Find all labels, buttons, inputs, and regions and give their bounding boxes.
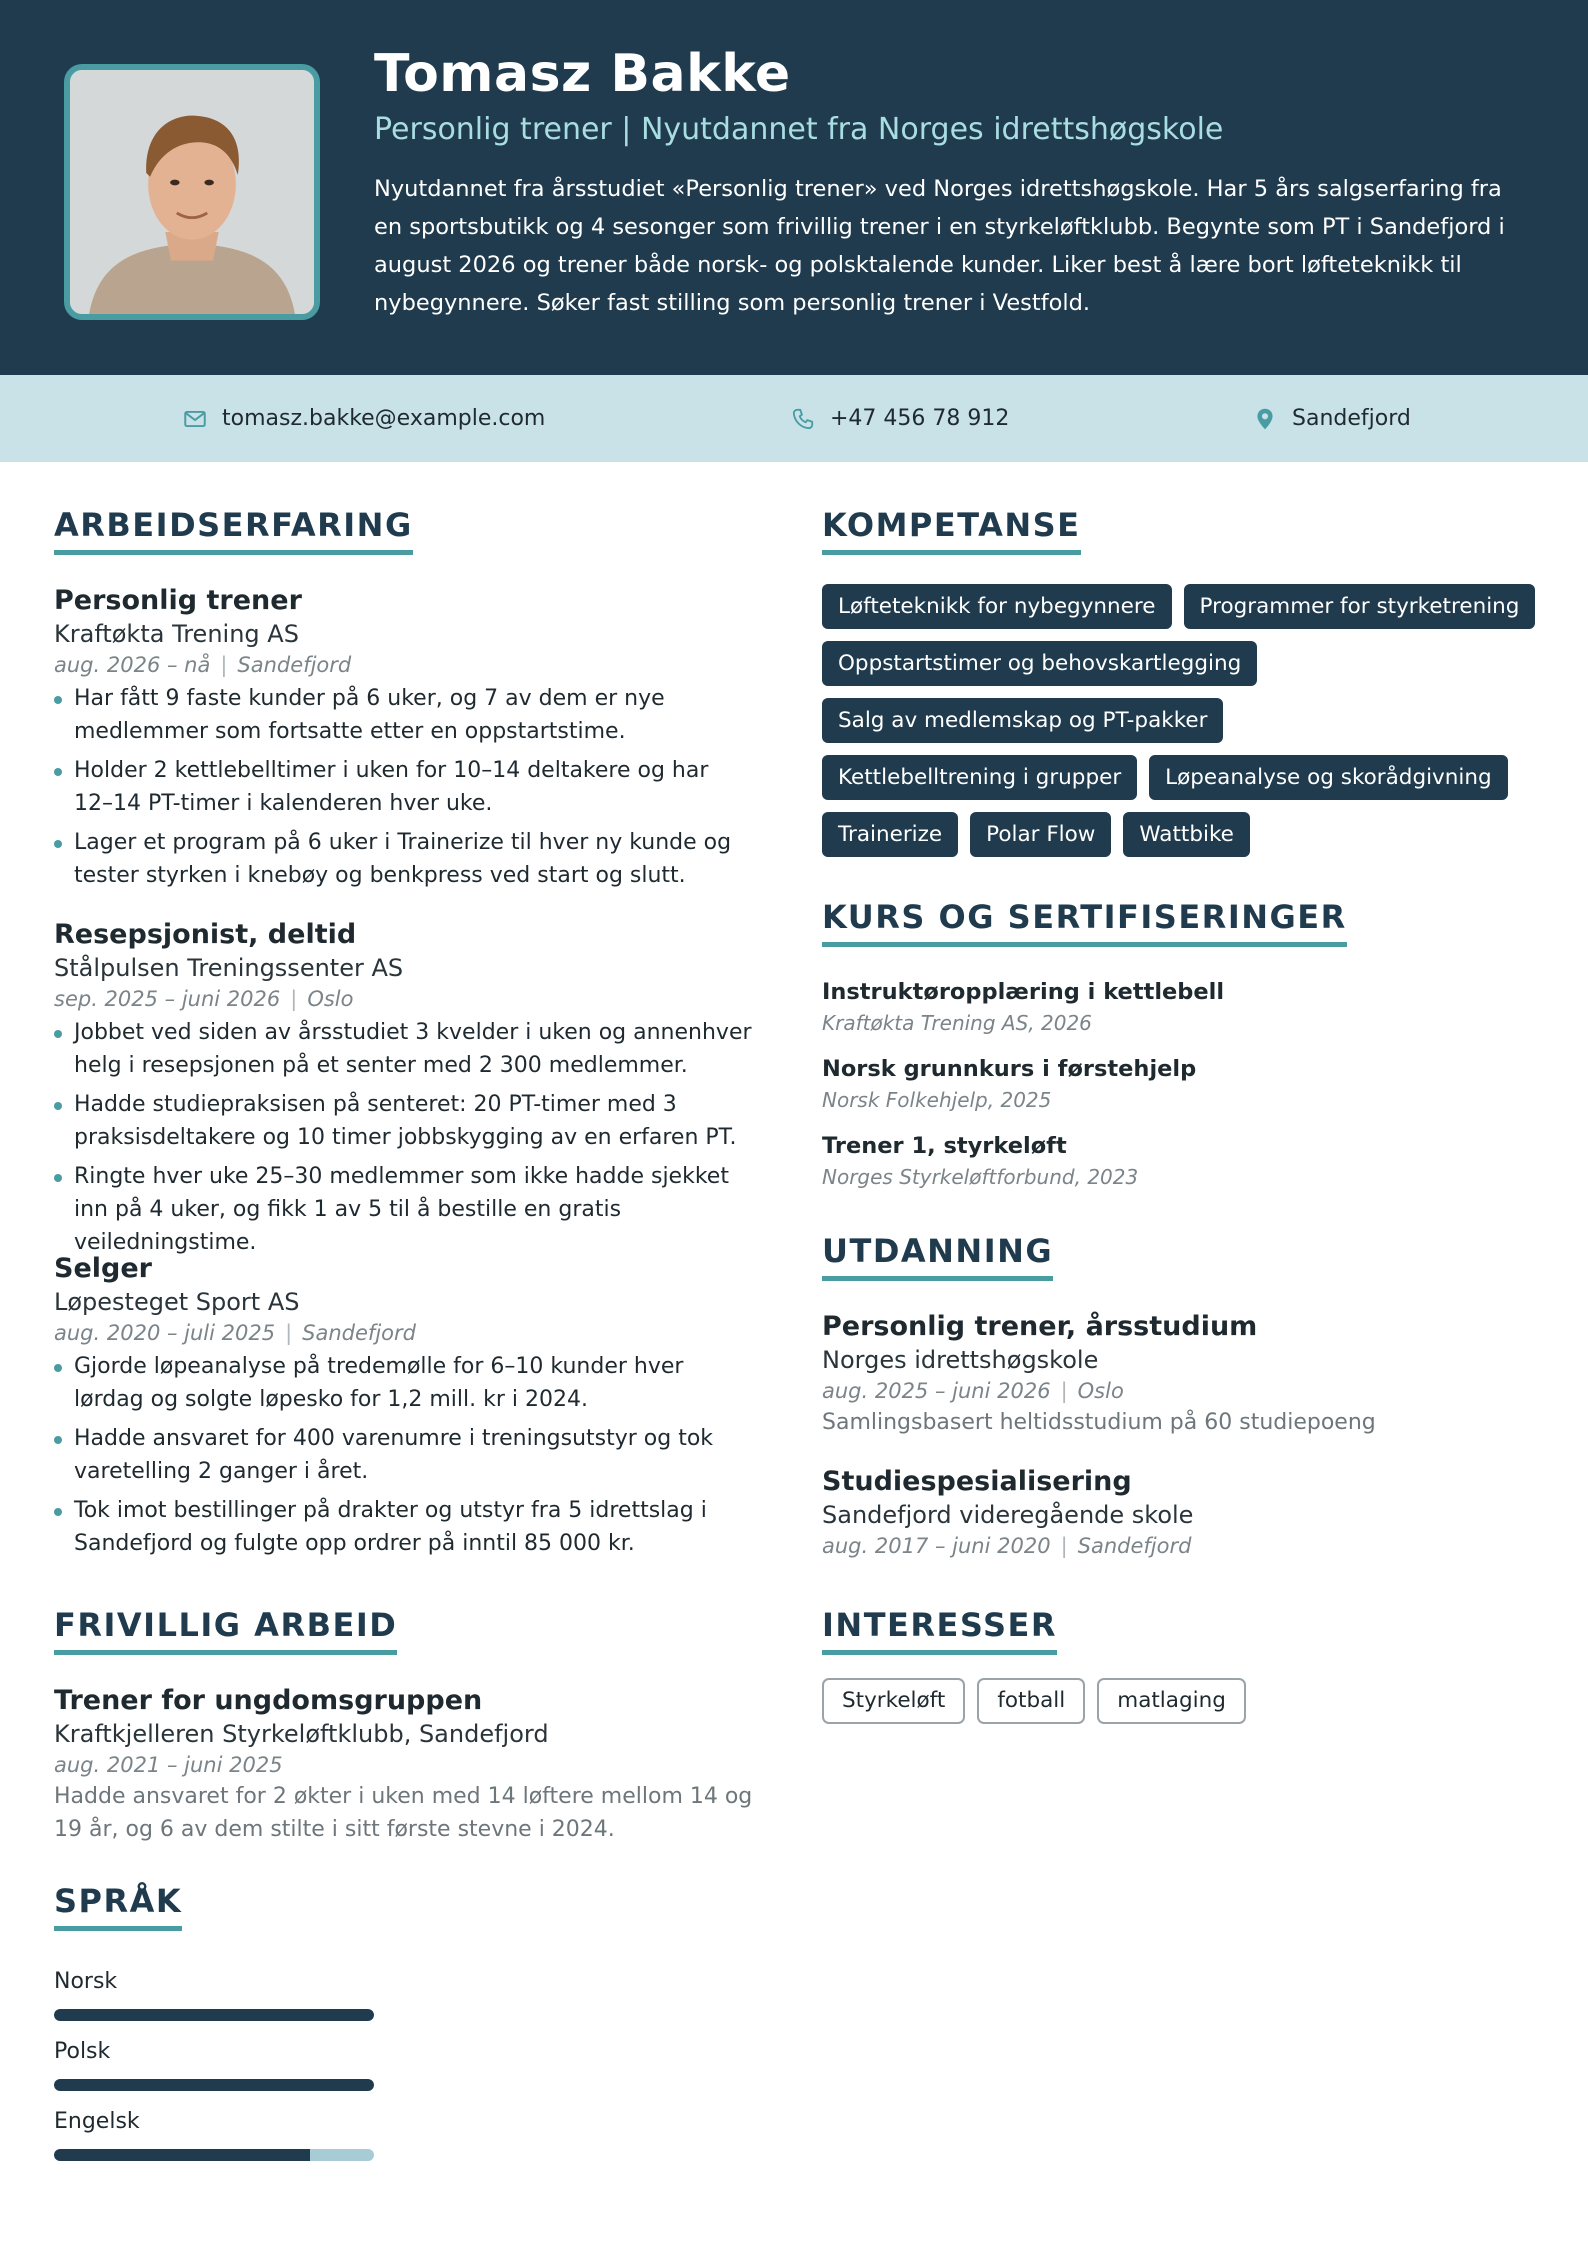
- skill-tag: Løpeanalyse og skorådgivning: [1149, 755, 1508, 800]
- skill-tag: Oppstartstimer og behovskartlegging: [822, 641, 1257, 686]
- cert-item: [822, 1053, 1542, 1115]
- skill-tag: Trainerize: [822, 812, 958, 857]
- job-meta: [54, 650, 754, 680]
- section-title-certs: KURS OG SERTIFISERINGER: [822, 898, 1347, 947]
- section-volunteer: [54, 1606, 397, 1655]
- education-location: Sandefjord: [1077, 1534, 1192, 1558]
- skill-tag: Salg av medlemskap og PT-pakker: [822, 698, 1223, 743]
- meta-separator: |: [1060, 1534, 1068, 1558]
- section-languages: [54, 1882, 182, 1931]
- language-level-bar: [54, 2009, 374, 2021]
- candidate-name: Tomasz Bakke: [374, 44, 791, 104]
- volunteer-period: aug. 2021 – juni 2025: [54, 1753, 283, 1777]
- job-bullet: Hadde studiepraksisen på senteret: 20 PT-timer med 3 praksisdeltakere og 10 timer jobbskygging av en erfaren PT.: [54, 1088, 754, 1154]
- language-level-fill: [54, 2009, 374, 2021]
- language-item: [54, 2037, 374, 2091]
- cert-org: Kraftøkta Trening AS, 2026: [822, 1011, 1092, 1035]
- education-period: aug. 2017 – juni 2020: [822, 1534, 1051, 1558]
- profile-photo: [64, 64, 320, 320]
- meta-separator: |: [220, 653, 228, 677]
- meta-separator: |: [1060, 1379, 1068, 1403]
- job-bullet: Hadde ansvaret for 400 varenumre i treningsutstyr og tok varetelling 2 ganger i året.: [54, 1422, 754, 1488]
- candidate-summary: Nyutdannet fra årsstudiet «Personlig trener» ved Norges idrettshøgskole. Har 5 års salgserfaring fra en sportsbutikk og 4 sesonger som frivillig trener i en styrkeløftklubb. Begynte som PT i Sandefjord i august 2026 og trener både norsk- og polsktalende kunder. Liker best å lære bort løfteteknikk til nybegynnere. Søker fast stilling som personlig trener i Vestfold.: [374, 176, 1505, 316]
- profile-photo-image: [70, 70, 314, 314]
- language-level-fill: [54, 2079, 374, 2091]
- job-company: Løpesteget Sport AS: [54, 1288, 300, 1316]
- job-company: Kraftøkta Trening AS: [54, 620, 299, 648]
- candidate-title: Personlig trener | Nyutdannet fra Norges idrettshøgskole: [374, 112, 1224, 147]
- cert-org: Norsk Folkehjelp, 2025: [822, 1088, 1052, 1112]
- job-title: Personlig trener: [54, 585, 302, 616]
- cert-name: Norsk grunnkurs i førstehjelp: [822, 1056, 1197, 1082]
- job-bullets: [54, 1350, 754, 1560]
- language-name: Engelsk: [54, 2109, 140, 2134]
- skill-tag: Kettlebelltrening i grupper: [822, 755, 1137, 800]
- contact-phone[interactable]: [790, 375, 1009, 462]
- job-bullet: Har fått 9 faste kunder på 6 uker, og 7 av dem er nye medlemmer som fortsatte etter en oppstartstime.: [54, 682, 754, 748]
- job-bullets: [54, 1016, 754, 1259]
- skill-tag: Wattbike: [1123, 812, 1249, 857]
- section-title-interests: INTERESSER: [822, 1606, 1057, 1655]
- job-bullet: Tok imot bestillinger på drakter og utstyr fra 5 idrettslag i Sandefjord og fulgte opp ordrer på inntil 85 000 kr.: [54, 1494, 754, 1560]
- job-location: Sandefjord: [302, 1321, 416, 1345]
- interest-tag: matlaging: [1097, 1678, 1246, 1724]
- job-bullet: Jobbet ved siden av årsstudiet 3 kvelder i uken og annenhver helg i resepsjonen på et senter med 2 300 medlemmer.: [54, 1016, 754, 1082]
- job-meta: [54, 1318, 754, 1348]
- interest-tag: fotball: [977, 1678, 1085, 1724]
- job-bullet: Ringte hver uke 25–30 medlemmer som ikke hadde sjekket inn på 4 uker, og fikk 1 av 5 til å bestille en gratis veiledningstime.: [54, 1160, 754, 1259]
- volunteer-description: Hadde ansvaret for 2 økter i uken med 14 løftere mellom 14 og 19 år, og 6 av dem stilte i sitt første stevne i 2024.: [54, 1784, 753, 1842]
- contact-bar: [0, 375, 1588, 462]
- language-level-bar: [54, 2149, 374, 2161]
- cert-item: [822, 1130, 1542, 1192]
- skill-tag: Løfteteknikk for nybegynnere: [822, 584, 1172, 629]
- job-bullet: Holder 2 kettlebelltimer i uken for 10–14 deltakere og har 12–14 PT-timer i kalenderen hver uke.: [54, 754, 754, 820]
- section-skills: [822, 506, 1081, 555]
- contact-email[interactable]: [182, 375, 545, 462]
- education-school: Sandefjord videregående skole: [822, 1501, 1194, 1529]
- volunteer-org: Kraftkjelleren Styrkeløftklubb, Sandefjord: [54, 1720, 549, 1748]
- education-title: Personlig trener, årsstudium: [822, 1311, 1258, 1342]
- education-meta: [822, 1531, 1542, 1561]
- volunteer-entry: [54, 1684, 754, 1846]
- cert-org: Norges Styrkeløftforbund, 2023: [822, 1165, 1139, 1189]
- job-title: Selger: [54, 1253, 152, 1284]
- skill-tag: Programmer for styrketrening: [1184, 584, 1536, 629]
- language-name: Norsk: [54, 1969, 118, 1994]
- cert-name: Trener 1, styrkeløft: [822, 1133, 1067, 1159]
- language-item: [54, 1967, 374, 2021]
- contact-location: [1252, 375, 1411, 462]
- job-entry: [54, 584, 754, 898]
- job-bullet: Gjorde løpeanalyse på tredemølle for 6–10 kunder hver lørdag og solgte løpesko for 1,2 mill. kr i 2024.: [54, 1350, 754, 1416]
- section-title-languages: SPRÅK: [54, 1882, 182, 1931]
- meta-separator: |: [285, 1321, 293, 1345]
- interests-list: [822, 1678, 1246, 1724]
- section-title-skills: KOMPETANSE: [822, 506, 1081, 555]
- job-entry: [54, 918, 754, 1265]
- job-period: sep. 2025 – juni 2026: [54, 987, 281, 1011]
- education-item: [822, 1310, 1542, 1440]
- education-item: [822, 1465, 1542, 1561]
- section-title-volunteer: FRIVILLIG ARBEID: [54, 1606, 397, 1655]
- location-pin-icon: [1252, 406, 1278, 432]
- job-entry: [54, 1252, 754, 1566]
- job-bullets: [54, 682, 754, 892]
- cert-item: [822, 976, 1542, 1038]
- language-item: [54, 2107, 374, 2161]
- skills-list: [822, 584, 1542, 857]
- language-level-bar: [54, 2079, 374, 2091]
- education-school: Norges idrettshøgskole: [822, 1346, 1099, 1374]
- job-period: aug. 2026 – nå: [54, 653, 211, 677]
- job-period: aug. 2020 – juli 2025: [54, 1321, 276, 1345]
- phone-icon: [790, 406, 816, 432]
- job-location: Sandefjord: [237, 653, 352, 677]
- volunteer-title: Trener for ungdomsgruppen: [54, 1685, 483, 1716]
- job-bullet: Lager et program på 6 uker i Trainerize til hver ny kunde og tester styrken i knebøy og benkpress ved start og slutt.: [54, 826, 754, 892]
- skill-tag: Polar Flow: [970, 812, 1111, 857]
- meta-separator: |: [290, 987, 298, 1011]
- contact-location-text: Sandefjord: [1292, 406, 1411, 431]
- interest-tag: Styrkeløft: [822, 1678, 965, 1724]
- contact-email-text: tomasz.bakke@example.com: [222, 406, 546, 431]
- language-level-fill: [54, 2149, 310, 2161]
- contact-phone-text: +47 456 78 912: [830, 406, 1010, 431]
- section-experience: [54, 506, 413, 555]
- job-company: Stålpulsen Treningssenter AS: [54, 954, 404, 982]
- language-name: Polsk: [54, 2039, 111, 2064]
- education-period: aug. 2025 – juni 2026: [822, 1379, 1051, 1403]
- education-description: Samlingsbasert heltidsstudium på 60 studiepoeng: [822, 1410, 1376, 1435]
- header: [0, 0, 1588, 375]
- section-interests: [822, 1606, 1057, 1655]
- job-meta: [54, 984, 754, 1014]
- job-location: Oslo: [307, 987, 354, 1011]
- section-title-experience: ARBEIDSERFARING: [54, 506, 413, 555]
- section-certs: [822, 898, 1347, 947]
- education-location: Oslo: [1077, 1379, 1124, 1403]
- education-meta: [822, 1376, 1542, 1406]
- education-title: Studiespesialisering: [822, 1466, 1132, 1497]
- section-education: [822, 1232, 1053, 1281]
- cert-name: Instruktøropplæring i kettlebell: [822, 979, 1225, 1005]
- mail-icon: [182, 406, 208, 432]
- section-title-education: UTDANNING: [822, 1232, 1053, 1281]
- job-title: Resepsjonist, deltid: [54, 919, 357, 950]
